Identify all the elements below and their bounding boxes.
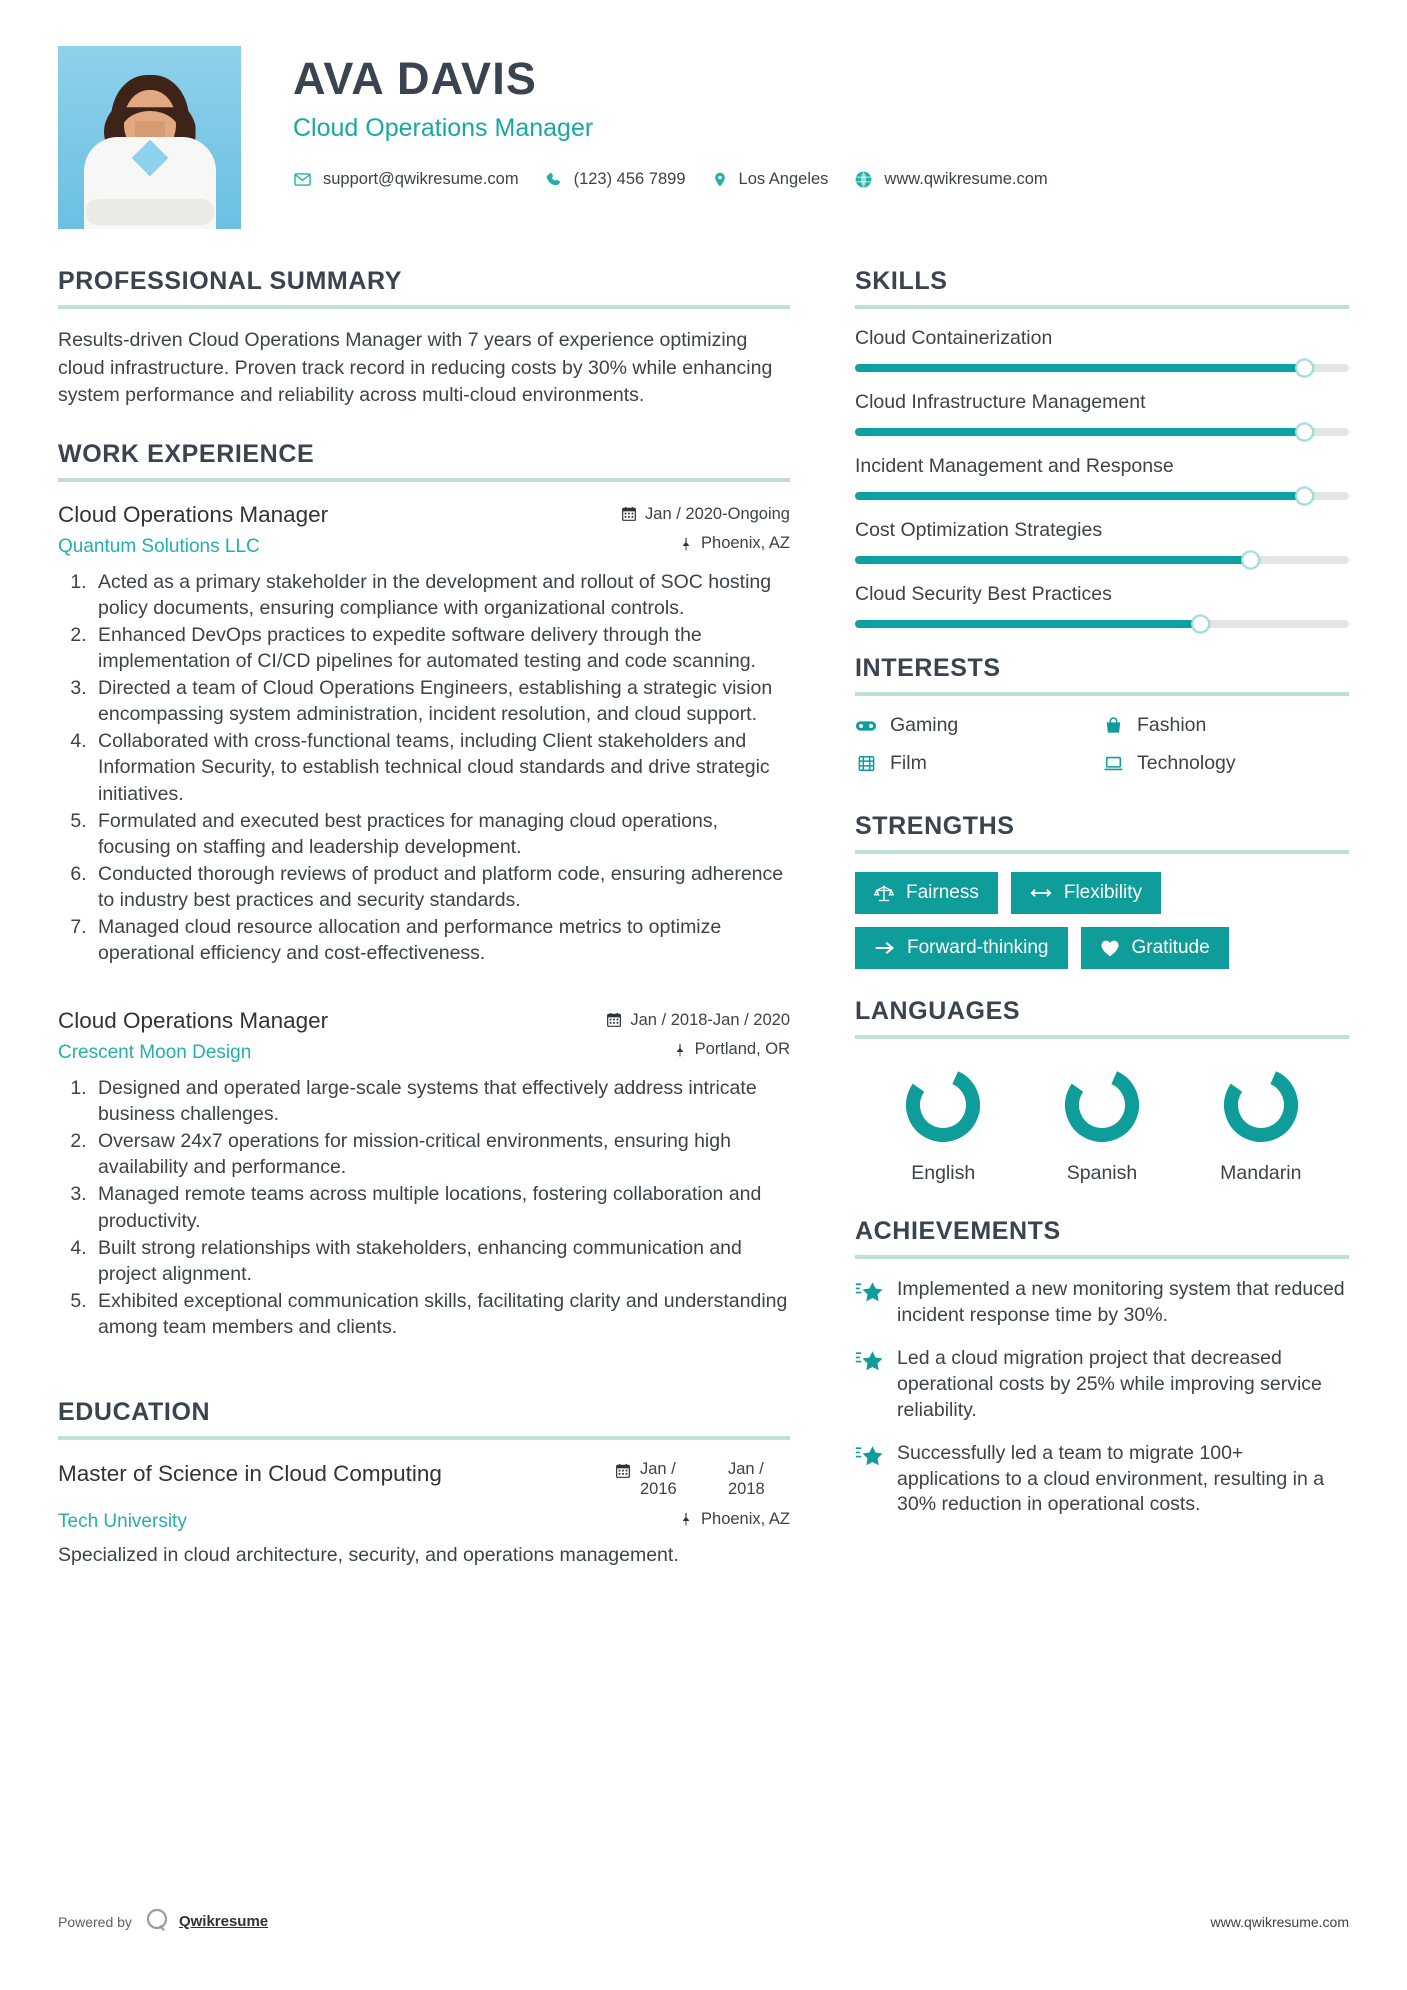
- laptop-icon: [1102, 755, 1124, 772]
- skill-item: [855, 519, 1349, 564]
- gamepad-icon: [855, 718, 877, 734]
- film-icon: [855, 754, 877, 773]
- qwikresume-brand-link[interactable]: Qwikresume: [178, 1913, 269, 1930]
- skill-label: Cloud Infrastructure Management: [855, 391, 1146, 413]
- section-title-languages: LANGUAGES: [855, 997, 1021, 1025]
- contact-phone-text: (123) 456 7899: [573, 170, 686, 188]
- job-bullet: 4. Built strong relationships with stakeholders, enhancing communication and project alignment.: [92, 1235, 790, 1287]
- job-location-text: Portland, OR: [694, 1040, 790, 1059]
- work-entry: [58, 502, 790, 966]
- star-badge-icon: [855, 1346, 885, 1424]
- skill-bar[interactable]: [855, 428, 1349, 436]
- skill-bar-knob: [1295, 359, 1314, 378]
- job-dates-text: Jan / 2020-Ongoing: [645, 504, 790, 523]
- interest-item: [855, 752, 1102, 775]
- job-bullet: 2. Enhanced DevOps practices to expedite software delivery through the implementation of CI/CD pipelines for automated testing and code scanning.: [92, 622, 790, 674]
- skill-bar[interactable]: [855, 620, 1349, 628]
- work-entry: [58, 1008, 790, 1340]
- job-dates: [621, 505, 790, 524]
- education-entry: [58, 1460, 790, 1569]
- skill-bar-knob: [1241, 551, 1260, 570]
- strength-label: Forward-thinking: [907, 937, 1049, 958]
- job-bullet: 1. Acted as a primary stakeholder in the development and rollout of SOC hosting policy documents, ensuring compliance with organizational controls.: [92, 569, 790, 621]
- skill-bar[interactable]: [855, 364, 1349, 372]
- section-rule: [855, 305, 1349, 309]
- job-bullet: 6. Conducted thorough reviews of product and platform code, ensuring adherence to industry best practices and security standards.: [92, 861, 790, 913]
- skill-bar[interactable]: [855, 492, 1349, 500]
- education-description: Specialized in cloud architecture, security, and operations management.: [58, 1544, 679, 1567]
- section-rule: [855, 1035, 1349, 1039]
- section-rule: [58, 305, 790, 309]
- language-label: English: [911, 1162, 976, 1184]
- achievement-item: [855, 1346, 1349, 1424]
- job-bullets: [92, 1075, 790, 1340]
- strength-chip-flexibility: [1011, 872, 1161, 914]
- handbag-icon: [1102, 716, 1124, 735]
- strength-chip-gratitude: [1081, 927, 1229, 969]
- strengths-list: [855, 872, 1349, 969]
- job-dates: [606, 1011, 790, 1030]
- job-bullet: 5. Formulated and executed best practices for managing cloud operations, focusing on staffing and leadership development.: [92, 808, 790, 860]
- job-bullets: [92, 569, 790, 967]
- achievement-text: Led a cloud migration project that decreased operational costs by 25% while improving service reliability.: [897, 1346, 1322, 1421]
- achievement-text: Implemented a new monitoring system that reduced incident response time by 30%.: [897, 1278, 1345, 1326]
- language-progress-ring: [1221, 1065, 1301, 1145]
- pin-icon: [679, 536, 693, 552]
- languages-list: [855, 1057, 1349, 1185]
- strength-chip-forward-thinking: [855, 927, 1068, 969]
- skill-item: [855, 583, 1349, 628]
- candidate-name: AVA DAVIS: [293, 53, 538, 104]
- interest-label: Film: [890, 752, 927, 774]
- summary-text: Results-driven Cloud Operations Manager with 7 years of experience optimizing cloud infrastructure. Proven track record in reducing costs by 30% while enhancing system performance and reliability across multi-cloud environments.: [58, 329, 773, 407]
- skill-bar-knob: [1295, 487, 1314, 506]
- education-dates: [615, 1460, 790, 1500]
- skill-bar-fill: [855, 428, 1305, 436]
- section-rule: [855, 1255, 1349, 1259]
- powered-by-block: [58, 1907, 268, 1936]
- job-bullet: 3. Managed remote teams across multiple locations, fostering collaboration and productivity.: [92, 1181, 790, 1233]
- skill-label: Cost Optimization Strategies: [855, 519, 1103, 541]
- education-degree: Master of Science in Cloud Computing: [58, 1461, 442, 1487]
- section-achievements: [855, 1217, 1349, 1518]
- education-location-text: Phoenix, AZ: [701, 1509, 790, 1528]
- section-title-interests: INTERESTS: [855, 654, 1001, 682]
- job-role: Cloud Operations Manager: [58, 502, 329, 528]
- skill-bar-knob: [1295, 423, 1314, 442]
- skill-bar-knob: [1191, 615, 1210, 634]
- section-interests: [855, 654, 1349, 790]
- job-bullet: 2. Oversaw 24x7 operations for mission-critical environments, ensuring high availability and performance.: [92, 1128, 790, 1180]
- language-progress-ring: [1062, 1065, 1142, 1145]
- arrow-right-icon: [874, 940, 895, 956]
- education-end-month: Jan /: [728, 1460, 764, 1479]
- job-bullet: 5. Exhibited exceptional communication skills, facilitating clarity and understanding among team members and clients.: [92, 1288, 790, 1340]
- job-bullet: 7. Managed cloud resource allocation and performance metrics to optimize operational efficiency and cost-effectiveness.: [92, 914, 790, 966]
- section-rule: [855, 692, 1349, 696]
- education-start-year: 2016: [640, 1479, 677, 1498]
- strength-chip-fairness: [855, 872, 998, 914]
- skill-bar-fill: [855, 364, 1305, 372]
- skill-bar-fill: [855, 620, 1201, 628]
- right-column: [820, 249, 1349, 1535]
- strength-label: Fairness: [906, 882, 979, 903]
- globe-icon: [854, 170, 873, 189]
- skill-item: [855, 327, 1349, 372]
- job-company: Crescent Moon Design: [58, 1041, 252, 1063]
- education-end-year: 2018: [728, 1479, 765, 1498]
- strength-label: Gratitude: [1131, 937, 1210, 958]
- interest-item: [1102, 714, 1349, 737]
- skill-bar-fill: [855, 492, 1305, 500]
- powered-by-label: Powered by: [58, 1913, 132, 1930]
- job-location-text: Phoenix, AZ: [701, 534, 790, 553]
- resume-header: [58, 0, 1349, 249]
- star-badge-icon: [855, 1277, 885, 1329]
- section-rule: [855, 850, 1349, 854]
- job-location: [673, 1040, 790, 1059]
- section-title-achievements: ACHIEVEMENTS: [855, 1217, 1061, 1245]
- left-column: [58, 249, 820, 1570]
- section-strengths: [855, 812, 1349, 969]
- section-skills: [855, 267, 1349, 628]
- footer-url[interactable]: www.qwikresume.com: [1210, 1913, 1349, 1930]
- language-label: Mandarin: [1220, 1162, 1302, 1184]
- contact-website-text: www.qwikresume.com: [884, 170, 1048, 188]
- header-text-block: [241, 46, 1349, 189]
- envelope-icon: [293, 170, 312, 189]
- job-location: [679, 534, 790, 553]
- candidate-job-title: Cloud Operations Manager: [293, 114, 594, 142]
- education-end-date: [728, 1460, 790, 1500]
- calendar-icon: [621, 506, 637, 522]
- resume-footer: [58, 1907, 1349, 1936]
- strength-label: Flexibility: [1063, 882, 1142, 903]
- contact-email-text: support@qwikresume.com: [323, 170, 519, 188]
- section-rule: [58, 1436, 790, 1440]
- job-dates-text: Jan / 2018-Jan / 2020: [630, 1010, 790, 1029]
- phone-icon: [545, 171, 563, 189]
- contact-row: [293, 170, 1349, 189]
- skill-label: Cloud Security Best Practices: [855, 583, 1112, 605]
- section-title-strengths: STRENGTHS: [855, 812, 1015, 840]
- skill-label: Incident Management and Response: [855, 455, 1174, 477]
- star-badge-icon: [855, 1441, 885, 1519]
- education-start-month: Jan /: [640, 1460, 676, 1479]
- language-item: [1024, 1065, 1180, 1185]
- interest-label: Fashion: [1137, 714, 1207, 736]
- contact-phone[interactable]: [545, 170, 686, 189]
- pin-icon: [673, 1042, 687, 1058]
- calendar-icon: [606, 1012, 622, 1028]
- education-school: Tech University: [58, 1511, 187, 1533]
- section-work-experience: [58, 440, 790, 1340]
- pin-icon: [679, 1511, 693, 1527]
- education-start-date: [640, 1460, 702, 1500]
- section-rule: [58, 478, 790, 482]
- skill-item: [855, 391, 1349, 436]
- language-progress-ring: [903, 1065, 983, 1145]
- job-bullet: 3. Directed a team of Cloud Operations Engineers, establishing a strategic vision encompassing system administration, incident resolution, and cloud support.: [92, 675, 790, 727]
- section-professional-summary: [58, 267, 790, 410]
- contact-website[interactable]: [854, 170, 1047, 189]
- education-location: [679, 1510, 790, 1529]
- section-title-education: EDUCATION: [58, 1398, 211, 1427]
- skill-bar-fill: [855, 556, 1250, 564]
- contact-location: [712, 170, 829, 189]
- calendar-icon: [615, 1463, 631, 1484]
- job-role: Cloud Operations Manager: [58, 1008, 329, 1034]
- interest-item: [1102, 752, 1349, 775]
- skill-label: Cloud Containerization: [855, 327, 1053, 349]
- section-title-summary: PROFESSIONAL SUMMARY: [58, 267, 402, 295]
- achievement-item: [855, 1277, 1349, 1329]
- profile-photo: [58, 46, 241, 229]
- resume-body: [58, 249, 1349, 1570]
- section-languages: [855, 997, 1349, 1185]
- achievement-text: Successfully led a team to migrate 100+ applications to a cloud environment, resulting in a 30% reduction in operational costs.: [897, 1441, 1325, 1516]
- skill-item: [855, 455, 1349, 500]
- heart-icon: [1100, 939, 1120, 957]
- scales-icon: [874, 883, 894, 903]
- interest-label: Technology: [1137, 752, 1236, 774]
- section-title-skills: SKILLS: [855, 267, 948, 295]
- interests-grid: [855, 714, 1349, 790]
- job-bullet: 4. Collaborated with cross-functional teams, including Client stakeholders and Information Security, to establish technical cloud standards and drive strategic initiatives.: [92, 728, 790, 806]
- skill-bar[interactable]: [855, 556, 1349, 564]
- interest-label: Gaming: [890, 714, 959, 736]
- job-bullet: 1. Designed and operated large-scale systems that effectively address intricate business challenges.: [92, 1075, 790, 1127]
- contact-location-text: Los Angeles: [738, 170, 829, 188]
- map-pin-icon: [712, 170, 728, 189]
- job-company: Quantum Solutions LLC: [58, 535, 260, 557]
- interest-item: [855, 714, 1102, 737]
- contact-email[interactable]: [293, 170, 519, 189]
- qwikresume-logo-icon: [144, 1907, 170, 1936]
- arrows-horizontal-icon: [1030, 885, 1052, 901]
- language-item: [865, 1065, 1021, 1185]
- language-item: [1183, 1065, 1339, 1185]
- language-label: Spanish: [1066, 1162, 1138, 1184]
- section-title-work: WORK EXPERIENCE: [58, 440, 315, 469]
- achievement-item: [855, 1441, 1349, 1519]
- section-education: [58, 1398, 790, 1569]
